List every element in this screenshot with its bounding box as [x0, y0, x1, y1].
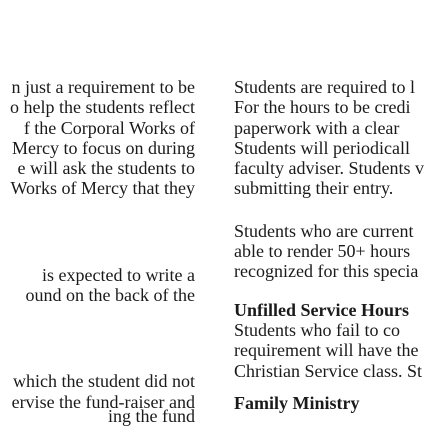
right-paragraph-3 — [234, 320, 424, 381]
text-line: faculty adviser. Students v — [234, 158, 424, 179]
paragraph-gap — [234, 199, 424, 221]
text-line: recognized for this specia — [234, 261, 419, 282]
text-line: requirement will have the — [234, 340, 419, 361]
left-column-body — [10, 77, 195, 432]
text-line: paperwork with a clear — [234, 117, 400, 138]
paragraph-gap — [234, 282, 424, 300]
text-line: ing the fund — [108, 405, 195, 426]
text-line: ound on the back of the — [25, 285, 195, 306]
text-line: o help the students reflect — [10, 97, 195, 118]
text-line: For the hours to be credi — [234, 97, 411, 118]
text-line: which the student did not — [13, 371, 195, 392]
text-line: Students are required to l — [234, 77, 415, 97]
text-line: able to render 50+ hours — [234, 241, 411, 262]
section-heading: Family Ministry — [234, 392, 360, 413]
right-paragraph-1 — [234, 77, 424, 199]
text-line: ervise the fund-raiser and — [11, 391, 195, 412]
left-paragraph-3 — [10, 371, 195, 432]
text-line: f the Corporal Works of — [23, 117, 195, 138]
text-line: submitting their entry. — [234, 178, 394, 199]
text-line: is expected to write a — [42, 264, 195, 285]
section-heading: Unfilled Service Hours — [234, 299, 409, 320]
right-column-body — [234, 77, 424, 413]
text-line: Works of Mercy that they — [10, 178, 195, 199]
text-line: Students will periodicall — [234, 137, 410, 158]
left-paragraph-2 — [10, 265, 195, 306]
text-line: Mercy to focus on during — [12, 137, 195, 158]
paragraph-gap — [10, 305, 195, 371]
left-text-column — [0, 0, 204, 432]
paragraph-gap — [234, 381, 424, 393]
right-paragraph-2 — [234, 221, 424, 282]
text-line: e will ask the students to — [17, 158, 195, 179]
left-paragraph-1 — [10, 77, 195, 199]
text-line: Christian Service class. St — [234, 360, 422, 381]
text-line: n just a requirement to be — [11, 77, 195, 97]
text-line: Students who are current — [234, 220, 414, 241]
text-line: Students who fail to co — [234, 319, 400, 340]
right-text-column — [234, 0, 426, 432]
paragraph-gap — [10, 199, 195, 265]
